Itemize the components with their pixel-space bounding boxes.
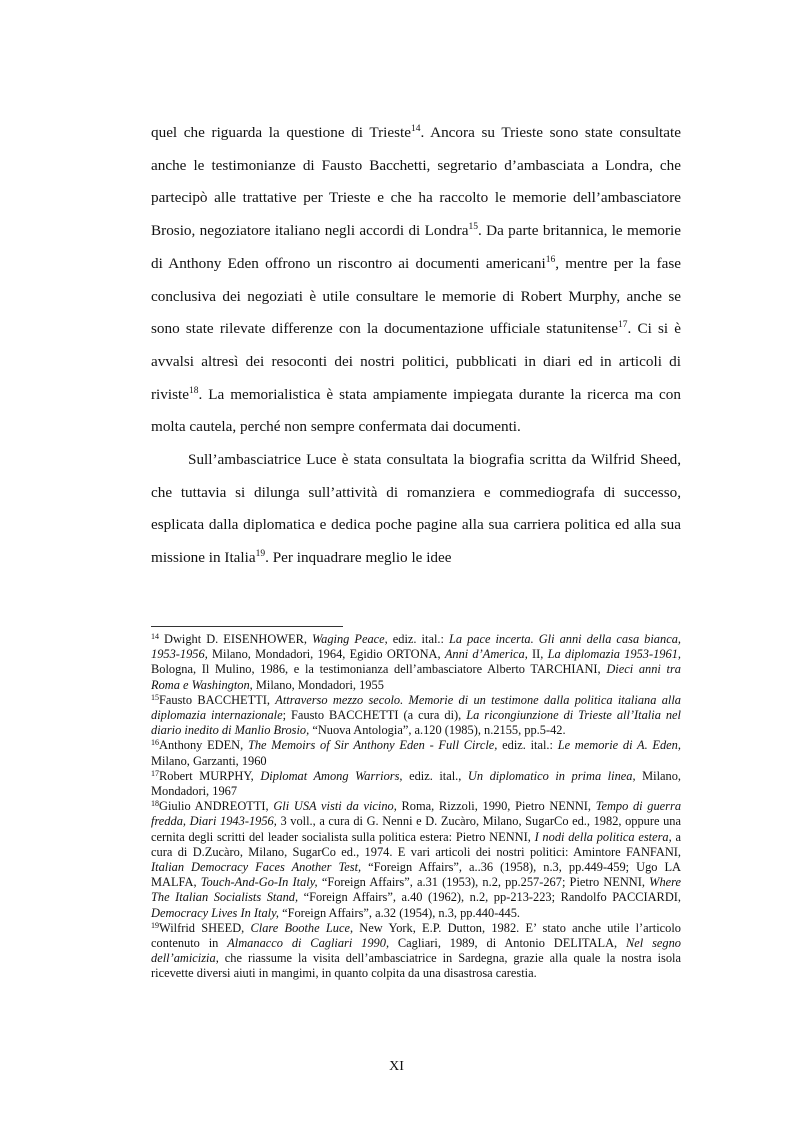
footnote-15: $^{15}$Fausto BACCHETTI, Attraverso mezzo secolo. Memorie di un testimone dalla politica italiana alla diplomazia internazionale; Fausto BACCHETTI (a cura di), La ricongiunzione di Trieste all’Italia nel diario inedito di Manlio Brosio, “Nuova Antologia”, a.120 (1985), n.2155, pp.5-42.	[151, 692, 681, 738]
footnote-ref-19[interactable]: 19	[255, 549, 266, 560]
footnote-number: 17	[151, 768, 159, 778]
footnote-ref-18[interactable]: 18	[188, 385, 199, 396]
footnote-separator	[151, 626, 343, 627]
footnote-17: $^{17}$Robert MURPHY, Diplomat Among Warriors, ediz. ital., Un diplomatico in prima linea, Milano, Mondadori, 1967	[151, 768, 681, 799]
paragraph-1: quel che riguarda la questione di Trieste$^{14}$. Ancora su Trieste sono state consultate anche le testimonianze di Fausto Bacchetti, segretario d’ambasciata a Londra, che partecipò alle trattative per Trieste e che ha raccolto le memorie dell’ambasciatore Brosio, negoziatore italiano negli accordi di Londra$^{15}$. Da parte britannica, le memorie di Anthony Eden offrono un riscontro ai documenti americani$^{16}$, mentre per la fase conclusiva dei negoziati è utile consultare le memorie di Robert Murphy, anche se sono state rilevate differenze con la documentazione ufficiale statunitense$^{17}$. Ci si è avvalsi altresì dei resoconti dei nostri politici, pubblicati in diari ed in articoli di riviste$^{18}$. La memorialistica è stata ampiamente impiegata durante la ricerca ma con molta cautela, perché non sempre confermata dai documenti.	[151, 124, 681, 436]
footnote-ref-15[interactable]: 15	[468, 222, 478, 233]
footnote-19: $^{19}$Wilfrid SHEED, Clare Boothe Luce, New York, E.P. Dutton, 1982. E’ stato anche utile l’articolo contenuto in Almanacco di Cagliari 1990, Cagliari, 1989, di Antonio DELITALA, Nel segno dell’amicizia, che riassume la visita dell’ambasciatrice in Sardegna, grazie alla quale la nostra isola ricevette diversi aiuti in mangimi, in quanto colpita da una disastrosa carestia.	[151, 920, 681, 981]
footnote-number: 16	[151, 738, 159, 748]
footnote-ref-16[interactable]: 16	[545, 254, 556, 265]
footnote-number: 14	[151, 632, 159, 641]
footnote-number: 19	[151, 920, 159, 930]
footnote-ref-14[interactable]: 14	[411, 124, 421, 134]
footnote-16: $^{16}$Anthony EDEN, The Memoirs of Sir Anthony Eden - Full Circle, ediz. ital.: Le memorie di A. Eden, Milano, Garzanti, 1960	[151, 738, 681, 768]
footnote-ref-17[interactable]: 17	[618, 320, 628, 331]
footnote-18: $^{18}$Giulio ANDREOTTI, Gli USA visti da vicino, Roma, Rizzoli, 1990, Pietro NENNI, Tempo di guerra fredda, Diari 1943-1956, 3 voll., a cura di G. Nenni e D. Zucàro, Milano, SugarCo ed., 1982, oppure una cernita degli scritti del leader socialista sulla politica estera: Pietro NENNI, I nodi della politica estera, a cura di D.Zucàro, Milano, SugarCo ed., 1974. E vari articoli dei nostri politici: Amintore FANFANI, Italian Democracy Faces Another Test, “Foreign Affairs”, a..36 (1958), n.3, pp.449-459; Ugo LA MALFA, Touch-And-Go-In Italy, “Foreign Affairs”, a.31 (1953), n.2, pp.257-267; Pietro NENNI, Where The Italian Socialists Stand, “Foreign Affairs”, a.40 (1962), n.2, pp-213-223; Randolfo PACCIARDI, Democracy Lives In Italy, “Foreign Affairs”, a.32 (1954), n.3, pp.440-445.	[151, 799, 682, 920]
footnote-number: 15	[151, 692, 159, 702]
main-text	[151, 117, 681, 575]
footnote-number: 18	[151, 799, 159, 809]
paragraph-2: Sull’ambasciatrice Luce è stata consultata la biografia scritta da Wilfrid Sheed, che tuttavia si dilunga sull’attività di romanziera e commediografa di successo, esplicata dalla diplomatica e dedica poche pagine alla sua carriera politica ed alla sua missione in Italia$^{19}$. Per inquadrare meglio le idee	[151, 451, 681, 567]
footnotes	[151, 632, 681, 982]
footnote-14: $^{14}$ Dwight D. EISENHOWER, Waging Peace, ediz. ital.: La pace incerta. Gli anni della casa bianca, 1953-1956, Milano, Mondadori, 1964, Egidio ORTONA, Anni d’America, II, La diplomazia 1953-1961, Bologna, Il Mulino, 1986, e la testimonianza dell’ambasciatore Alberto TARCHIANI, Dieci anni tra Roma e Washington, Milano, Mondadori, 1955	[151, 632, 681, 692]
page-number: XI	[389, 1059, 404, 1074]
